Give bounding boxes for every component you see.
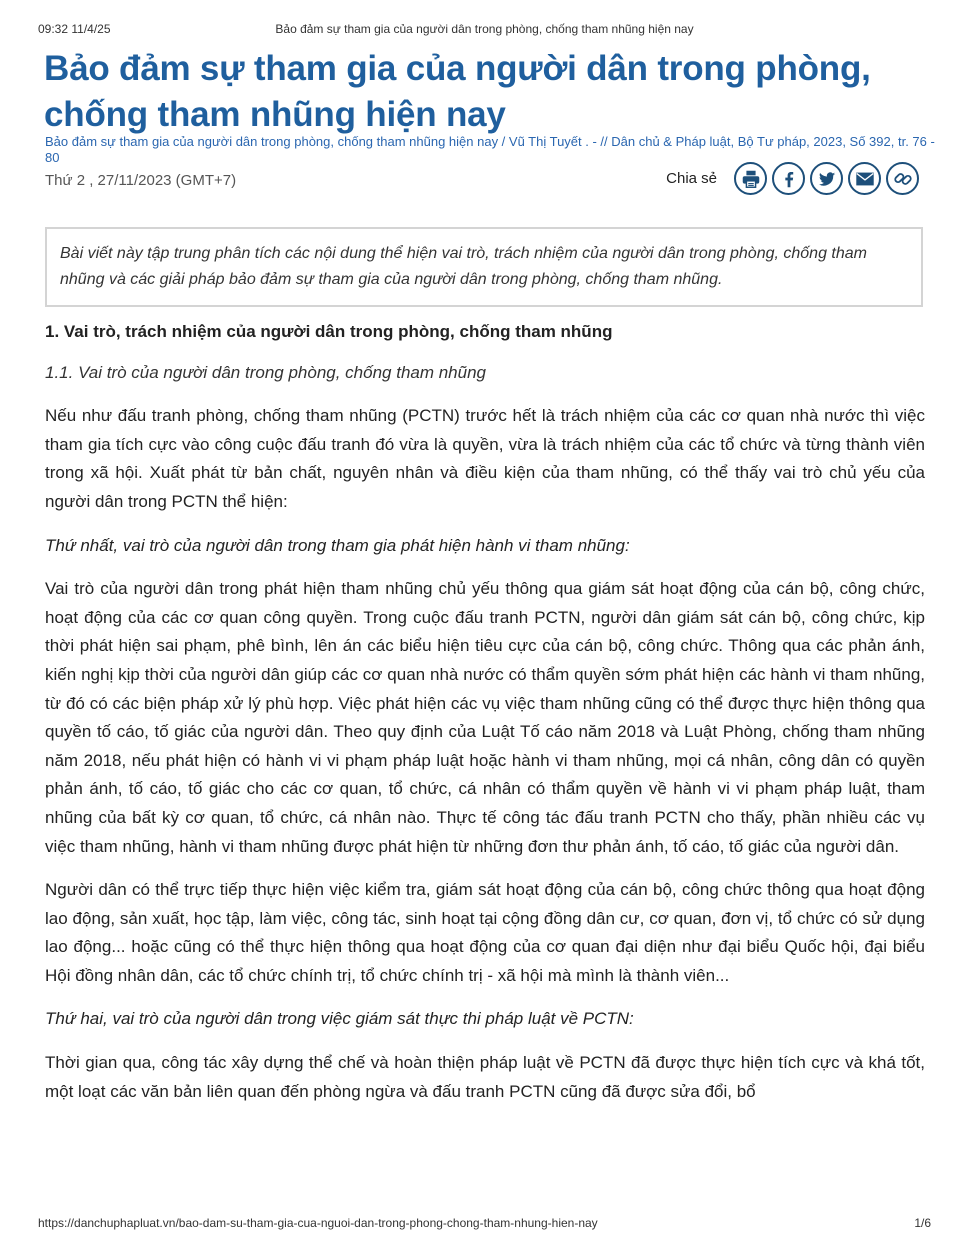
email-icon[interactable] [848, 162, 881, 195]
paragraph: Thời gian qua, công tác xây dựng thể chế và hoàn thiện pháp luật về PCTN đã được thực hiện tích cực và khá tốt, một loạt các văn bản liên quan đến phòng ngừa và đấu tranh PCTN cũng đã được sửa đổi, bổ [45, 1053, 925, 1101]
print-url: https://danchuphapluat.vn/bao-dam-su-tham-gia-cua-nguoi-dan-trong-phong-chong-tham-nhung-hien-nay [38, 1216, 598, 1230]
article-abstract: Bài viết này tập trung phân tích các nội dung thể hiện vai trò, trách nhiệm của người dân trong phòng, chống tham nhũng và các giải pháp bảo đảm sự tham gia của người dân trong phòng, chống tham nhũng. [45, 227, 923, 307]
share-bar [666, 162, 919, 195]
article-date: Thứ 2 , 27/11/2023 (GMT+7) [45, 172, 237, 189]
print-icon[interactable] [734, 162, 767, 195]
print-page-number: 1/6 [914, 1216, 931, 1230]
point-heading: Thứ hai, vai trò của người dân trong việc giám sát thực thi pháp luật về PCTN: [45, 1009, 634, 1029]
print-datetime: 09:32 11/4/25 [38, 22, 111, 36]
print-doc-title: Bảo đảm sự tham gia của người dân trong phòng, chống tham nhũng hiện nay [275, 22, 694, 36]
paragraph: Người dân có thể trực tiếp thực hiện việc kiểm tra, giám sát hoạt động của cán bộ, công chức thông qua hoạt động lao động, sản xuất, học tập, làm việc, công tác, sinh hoạt tại cộng đồng dân cư, cơ quan, đơn vị, tổ chức có sử dụng lao động... hoặc cũng có thể thực hiện thông qua hoạt động của cơ quan đại diện như đại biểu Quốc hội, đại biểu Hội đồng nhân dân, các tổ chức chính trị, tổ chức chính trị - xã hội mà mình là thành viên... [45, 880, 925, 985]
print-header [38, 22, 931, 36]
section-heading: 1. Vai trò, trách nhiệm của người dân trong phòng, chống tham nhũng [45, 322, 613, 341]
print-footer [38, 1216, 931, 1230]
paragraph: Vai trò của người dân trong phát hiện tham nhũng chủ yếu thông qua giám sát hoạt động của cán bộ, công chức, hoạt động của các cơ quan công quyền. Trong cuộc đấu tranh PCTN, người dân giám sát cán bộ, công chức, kịp thời phát hiện sai phạm, phê bình, lên án các biểu hiện tiêu cực của cán bộ, công chức. Thông qua các phản ánh, kiến nghị kịp thời của người dân giúp các cơ quan nhà nước có thẩm quyền sớm phát hiện các hành vi tham nhũng, từ đó có các biện pháp xử lý phù hợp. Việc phát hiện các vụ việc tham nhũng cũng có thể được thực hiện thông qua quyền tố cáo, tố giác của người dân. Theo quy định của Luật Tố cáo năm 2018 và Luật Phòng, chống tham nhũng năm 2018, nếu phát hiện có hành vi vi phạm pháp luật hoặc hành vi tham nhũng, mọi cá nhân, công dân có quyền phản ánh, tố cáo, tố giác cho các cơ quan, tổ chức, cá nhân có thẩm quyền về hành vi vi phạm pháp luật, tham nhũng của bất kỳ cơ quan, tổ chức, cá nhân nào. Thực tế công tác đấu tranh PCTN cho thấy, phần nhiều các vụ việc tham nhũng, hành vi tham nhũng được phát hiện từ những đơn thư phản ánh, tố cáo, tố giác của người dân. [45, 579, 925, 856]
article-body [45, 318, 925, 1121]
article-citation[interactable]: Bảo đảm sự tham gia của người dân trong phòng, chống tham nhũng hiện nay / Vũ Thị Tuyết . - // Dân chủ & Pháp luật, Bộ Tư pháp, 2023, Số 392, tr. 76 - 80 [45, 134, 935, 165]
share-label: Chia sẻ [666, 170, 717, 187]
article-title: Bảo đảm sự tham gia của người dân trong phòng, chống tham nhũng hiện nay [44, 49, 871, 134]
twitter-icon[interactable] [810, 162, 843, 195]
facebook-icon[interactable] [772, 162, 805, 195]
paragraph: Nếu như đấu tranh phòng, chống tham nhũng (PCTN) trước hết là trách nhiệm của các cơ quan nhà nước thì việc tham gia tích cực vào công cuộc đấu tranh đó vừa là quyền, vừa là trách nhiệm của các tổ chức và từng thành viên trong xã hội. Xuất phát từ bản chất, nguyên nhân và điều kiện của tham nhũng, có thể thấy vai trò chủ yếu của người dân trong PCTN thể hiện: [45, 406, 925, 511]
subsection-heading: 1.1. Vai trò của người dân trong phòng, chống tham nhũng [45, 362, 487, 382]
point-heading: Thứ nhất, vai trò của người dân trong tham gia phát hiện hành vi tham nhũng: [45, 535, 630, 555]
link-icon[interactable] [886, 162, 919, 195]
